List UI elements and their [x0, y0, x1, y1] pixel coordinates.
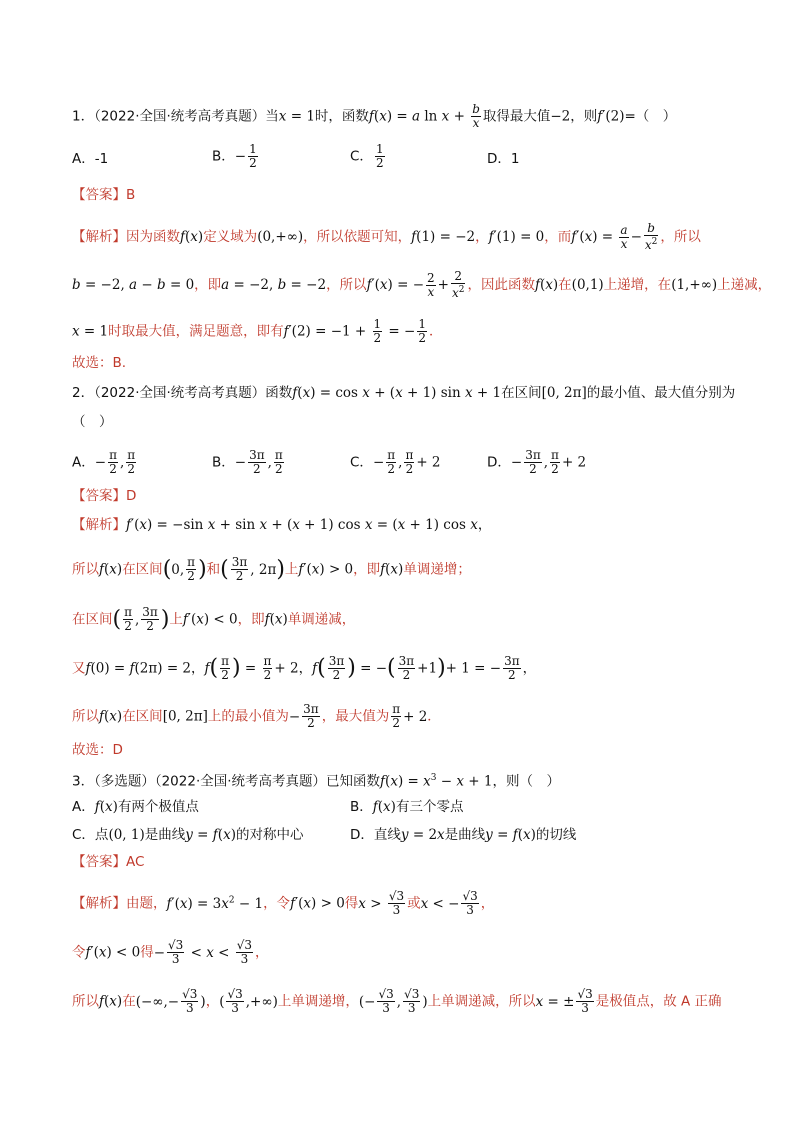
q3-option-b[interactable]: B．f(x)有三个零点: [350, 799, 464, 815]
q3-answer: 【答案】AC: [72, 854, 145, 870]
q2-option-a[interactable]: A．− $\frac{\pi}{2}$ , $\frac{\pi}{2}$: [72, 448, 136, 476]
q2-analysis-line-1: 【解析】f′(x) = −sin x + sin x + (x + 1) cos x = (x + 1) cos x，: [72, 517, 492, 533]
q2-analysis-line-5: 所以f(x)在区间[0, 2π]上的最小值为− $\frac{3\pi}{2}$ ，最大值为 $\frac{\pi}{2}$ + 2．: [72, 702, 441, 730]
q3-option-c[interactable]: C．点(0, 1)是曲线y = f(x)的对称中心: [72, 827, 304, 843]
q3-option-a[interactable]: A．f(x)有两个极值点: [72, 799, 199, 815]
q2-analysis-line-3: 在区间( $\frac{\pi}{2}$ , $\frac{3\pi}{2}$ )上f′(x) < 0，即f(x)单调递减，: [72, 605, 356, 633]
q1-option-d[interactable]: D．1: [487, 151, 520, 167]
q1-option-a[interactable]: A．-1: [72, 151, 109, 167]
q2-paren: （ ）: [72, 414, 113, 430]
q3-answer-value: AC: [126, 854, 145, 870]
q3-analysis-line-2: 令f′(x) < 0得− $\frac{√3}{3}$ < x < $\frac{√3}{3}$ ，: [72, 938, 269, 966]
q1-answer: 【答案】B: [72, 187, 136, 203]
q2-conclusion: 故选：D: [72, 742, 123, 758]
q1-conclusion: 故选：B.: [72, 355, 127, 371]
q1-analysis-line-2: b = −2, a − b = 0，即a = −2, b = −2，所以f′(x) = − $\frac{2}{x}$ + $\frac{2}{x^2}$ ，因此函数f(x)在(0,1)上递增，在(1,+∞)上递减，: [72, 269, 772, 300]
q1-analysis-line-3: x = 1时取最大值，满足题意，即有f′(2) = −1 + $\frac{1}{2}$ = − $\frac{1}{2}$ ．: [72, 317, 443, 345]
q2-answer-value: D: [126, 488, 137, 504]
q1-max-value: −2: [550, 108, 571, 125]
q1-answer-value: B: [126, 187, 136, 203]
q2-analysis-line-2: 所以f(x)在区间(0, $\frac{\pi}{2}$ )和( $\frac{3\pi}{2}$ , 2π)上f′(x) > 0，即f(x)单调递增；: [72, 555, 471, 583]
q2-stem: 2．（2022·全国·统考高考真题）函数f(x) = cos x + (x + 1) sin x + 1在区间[0, 2π]的最小值、最大值分别为: [72, 385, 736, 401]
q2-option-d[interactable]: D．− $\frac{3\pi}{2}$ , $\frac{\pi}{2}$ + 2: [487, 448, 587, 476]
q3-multi-choice-tag: （多选题）: [94, 773, 155, 790]
q1-stem: 1．（2022·全国·统考高考真题）当x = 1时，函数f(x) = a ln x + $\frac{b}{x}$ 取得最大值−2，则f′(2)=（ ）: [72, 102, 677, 130]
q1-option-c[interactable]: C． $\frac{1}{2}$: [350, 142, 384, 170]
q1-number: 1．: [72, 108, 95, 125]
q3-option-d[interactable]: D．直线y = 2x是曲线y = f(x)的切线: [350, 827, 577, 843]
q1-analysis-line-1: 【解析】因为函数f(x)定义域为(0,+∞)，所以依题可知，f(1) = −2，f′(1) = 0，而f′(x) = $\frac{a}{x}$ − $\frac{b}{x^2}$ ，所以: [72, 221, 701, 252]
q3-analysis-line-1: 【解析】由题，$f'(x) = 3x^2 - 1$，令f′(x) > 0得x > $\frac{√3}{3}$ 或x < − $\frac{√3}{3}$ ，: [72, 889, 495, 917]
q1-source: （2022·全国·统考高考真题）: [94, 108, 266, 125]
q1-option-b[interactable]: B．− $\frac{1}{2}$: [212, 142, 257, 170]
q3-stem: 3．（多选题）（2022·全国·统考高考真题）已知函数$f(x) = x^3 - x + 1$，则（ ）: [72, 773, 560, 790]
q2-option-c[interactable]: C．− $\frac{\pi}{2}$ , $\frac{\pi}{2}$ + 2: [350, 448, 441, 476]
q2-option-b[interactable]: B．− $\frac{3\pi}{2}$ , $\frac{\pi}{2}$: [212, 448, 283, 476]
q2-answer: 【答案】D: [72, 488, 137, 504]
q3-analysis-line-3: 所以f(x)在(−∞,− $\frac{√3}{3}$ )，( $\frac{√3}{3}$ ,+∞)上单调递增，(− $\frac{√3}{3}$ , $\frac{√3}{3}$ )上单调递减，所以x = ± $\frac{√3}{3}$ 是极值点，故 A 正确: [72, 987, 722, 1015]
q2-analysis-line-4: 又f(0) = f(2π) = 2，f( $\frac{\pi}{2}$ ) = $\frac{\pi}{2}$ + 2，f( $\frac{3\pi}{2}$ ) = −( $\frac{3\pi}{2}$ +1)+ 1 = − $\frac{3\pi}{2}$ ，: [72, 654, 537, 682]
